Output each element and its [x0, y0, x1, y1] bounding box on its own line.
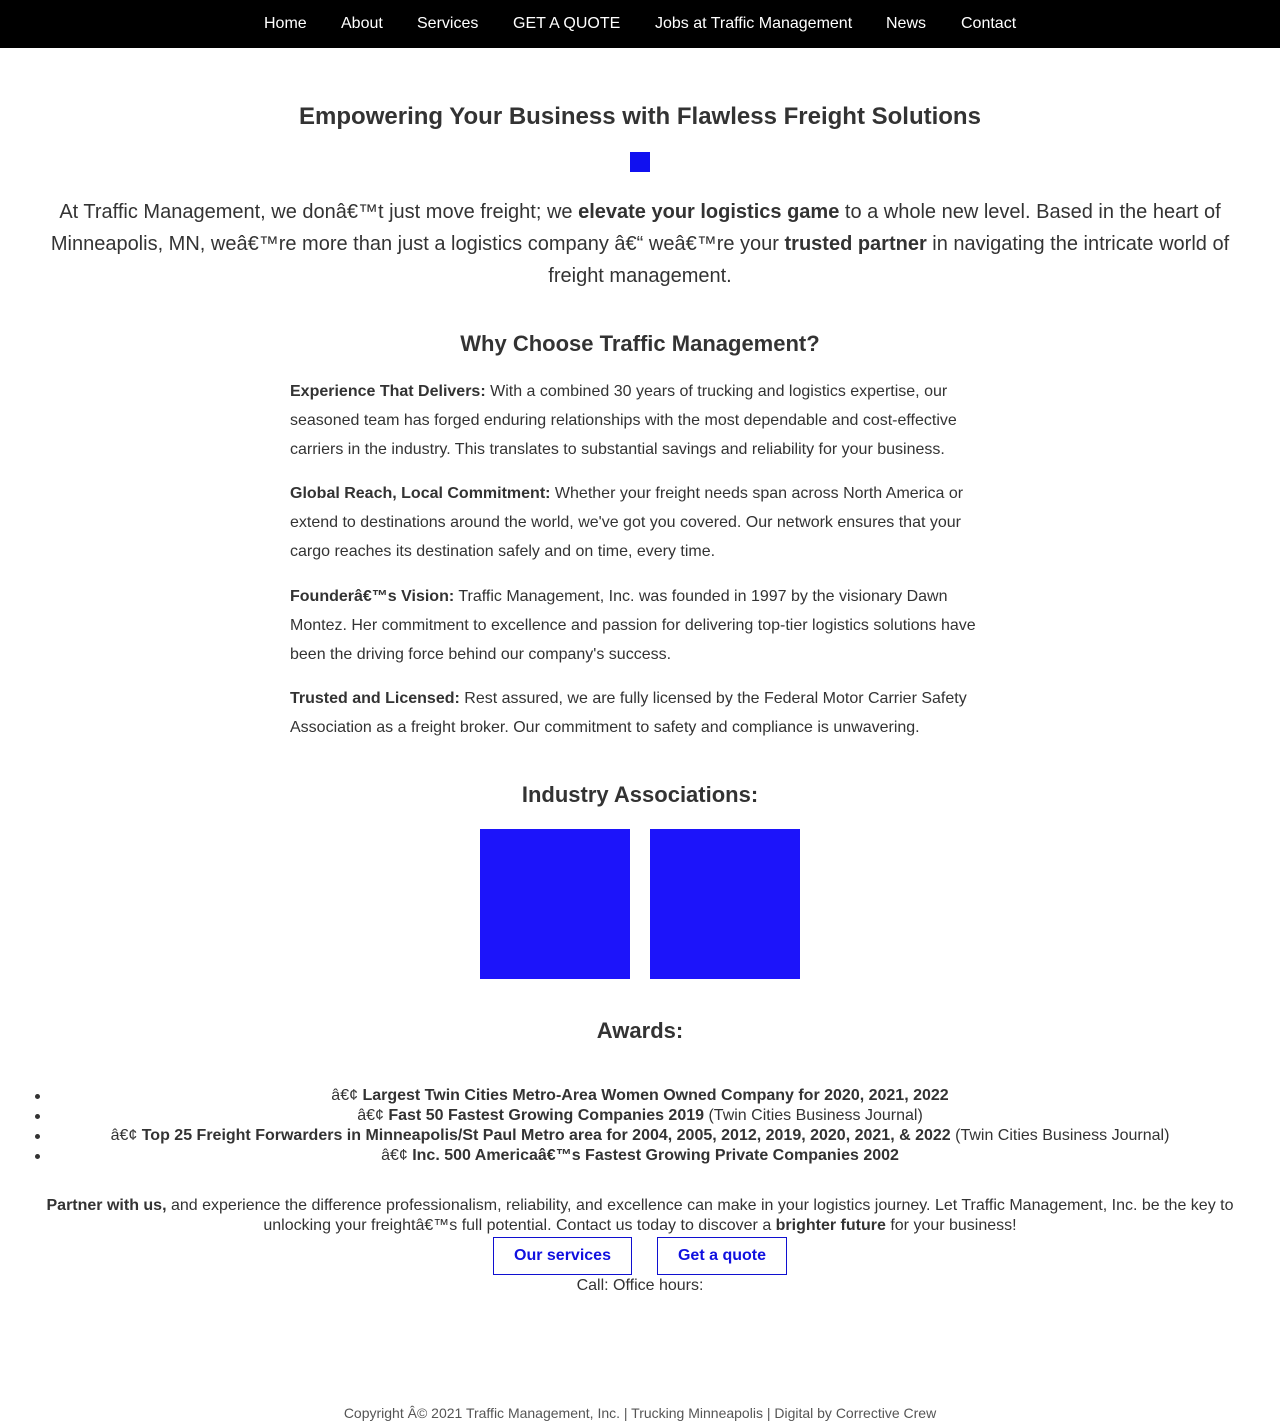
awards-title-wrap — [0, 1018, 1280, 1044]
award-source: (Twin Cities Business Journal) — [950, 1127, 1170, 1144]
nav-item-about[interactable]: About — [341, 15, 383, 32]
get-a-quote-button[interactable]: Get a quote — [657, 1237, 787, 1275]
awards-list — [0, 1086, 1280, 1166]
why-item-label: Founderâ€™s Vision: — [290, 588, 455, 605]
why-item-text: Traffic Management, Inc. was founded in 1997 by the visionary Dawn Montez. Her commitment to excellence and passion for delivering top-tier logistics solutions have been the driving force behind our company's success. — [290, 588, 976, 663]
nav-item-home[interactable]: Home — [264, 15, 307, 32]
bullet-icon — [35, 1114, 40, 1119]
bullet-icon — [35, 1134, 40, 1139]
award-title: Top 25 Freight Forwarders in Minneapolis/St Paul Metro area for 2004, 2005, 2012, 2019, 2020, 2021, & 2022 — [141, 1127, 951, 1144]
why-item-licensed — [290, 684, 990, 742]
partner-text-2: for your business! — [885, 1217, 1017, 1234]
award-title: Largest Twin Cities Metro-Area Women Owned Company for 2020, 2021, 2022 — [362, 1087, 949, 1104]
award-prefix: â€¢ — [381, 1147, 413, 1164]
page-title: Empowering Your Business with Flawless Freight Solutions — [299, 103, 981, 130]
why-item-label: Global Reach, Local Commitment: — [290, 485, 551, 502]
intro-text-3: in navigating the intricate world of freight management. — [548, 233, 1230, 287]
associations-title-wrap — [0, 782, 1280, 808]
our-services-button[interactable]: Our services — [493, 1237, 632, 1275]
contact-line: Call: Office hours: — [576, 1277, 704, 1294]
intro-text-1: At Traffic Management, we donâ€™t just move freight; we — [59, 201, 579, 223]
award-prefix: â€¢ — [110, 1127, 142, 1144]
why-item-founder — [290, 582, 990, 669]
award-prefix: â€¢ — [357, 1107, 389, 1124]
partner-bold-1: Partner with us, — [46, 1197, 167, 1214]
hero-title-wrap — [0, 103, 1280, 131]
award-title: Inc. 500 Americaâ€™s Fastest Growing Private Companies 2002 — [412, 1147, 899, 1164]
hero-image-placeholder — [630, 152, 650, 172]
award-item — [0, 1126, 1280, 1146]
association-logo-2 — [650, 829, 800, 979]
why-item-label: Trusted and Licensed: — [290, 690, 460, 707]
intro-paragraph — [30, 196, 1250, 292]
award-item — [0, 1106, 1280, 1126]
why-item-text: With a combined 30 years of trucking and logistics expertise, our seasoned team has forged enduring relationships with the most dependable and cost-effective carriers in the industry. This translates to substantial savings and reliability for your business. — [290, 383, 957, 458]
intro-text-2: to a whole new level. Based in the heart of Minneapolis, MN, weâ€™re more than just a logistics company â€“ weâ€™re your — [50, 201, 1221, 255]
nav-item-contact[interactable]: Contact — [961, 15, 1017, 32]
why-title: Why Choose Traffic Management? — [460, 331, 820, 356]
why-item-text: Rest assured, we are fully licensed by the Federal Motor Carrier Safety Association as a freight broker. Our commitment to safety and compliance is unwavering. — [290, 690, 967, 736]
nav-item-jobs[interactable]: Jobs at Traffic Management — [655, 15, 853, 32]
top-nav — [0, 0, 1280, 48]
award-item — [0, 1146, 1280, 1166]
bullet-icon — [35, 1094, 40, 1099]
why-item-label: Experience That Delivers: — [290, 383, 486, 400]
why-item-text: Whether your freight needs span across North America or extend to destinations around the world, we've got you covered. Our network ensures that your cargo reaches its destination safely and on time, every time. — [290, 485, 964, 560]
why-item-experience — [290, 377, 990, 464]
partner-paragraph — [30, 1196, 1250, 1236]
intro-bold-2: trusted partner — [784, 233, 927, 255]
award-prefix: â€¢ — [331, 1087, 363, 1104]
nav-item-services[interactable]: Services — [417, 15, 479, 32]
footer-copyright: Copyright Â© 2021 Traffic Management, Inc. | Trucking Minneapolis | Digital by Corrective Crew — [343, 1405, 937, 1421]
why-title-wrap — [0, 331, 1280, 357]
bullet-icon — [35, 1154, 40, 1159]
award-source: (Twin Cities Business Journal) — [704, 1107, 923, 1124]
partner-text-1: and experience the difference professionalism, reliability, and excellence can make in your logistics journey. Let Traffic Management, Inc. be the key to unlocking your freightâ€™s full potential. Contact us today to discover a — [166, 1197, 1234, 1234]
partner-bold-2: brighter future — [775, 1217, 886, 1234]
associations-title: Industry Associations: — [521, 782, 759, 807]
why-item-global-reach — [290, 479, 990, 566]
award-item — [0, 1086, 1280, 1106]
association-logo-1 — [480, 829, 630, 979]
nav-item-get-a-quote[interactable]: GET A QUOTE — [513, 15, 621, 32]
intro-bold-1: elevate your logistics game — [578, 201, 840, 223]
awards-title: Awards: — [596, 1018, 684, 1043]
nav-item-news[interactable]: News — [886, 15, 927, 32]
award-title: Fast 50 Fastest Growing Companies 2019 — [388, 1107, 705, 1124]
